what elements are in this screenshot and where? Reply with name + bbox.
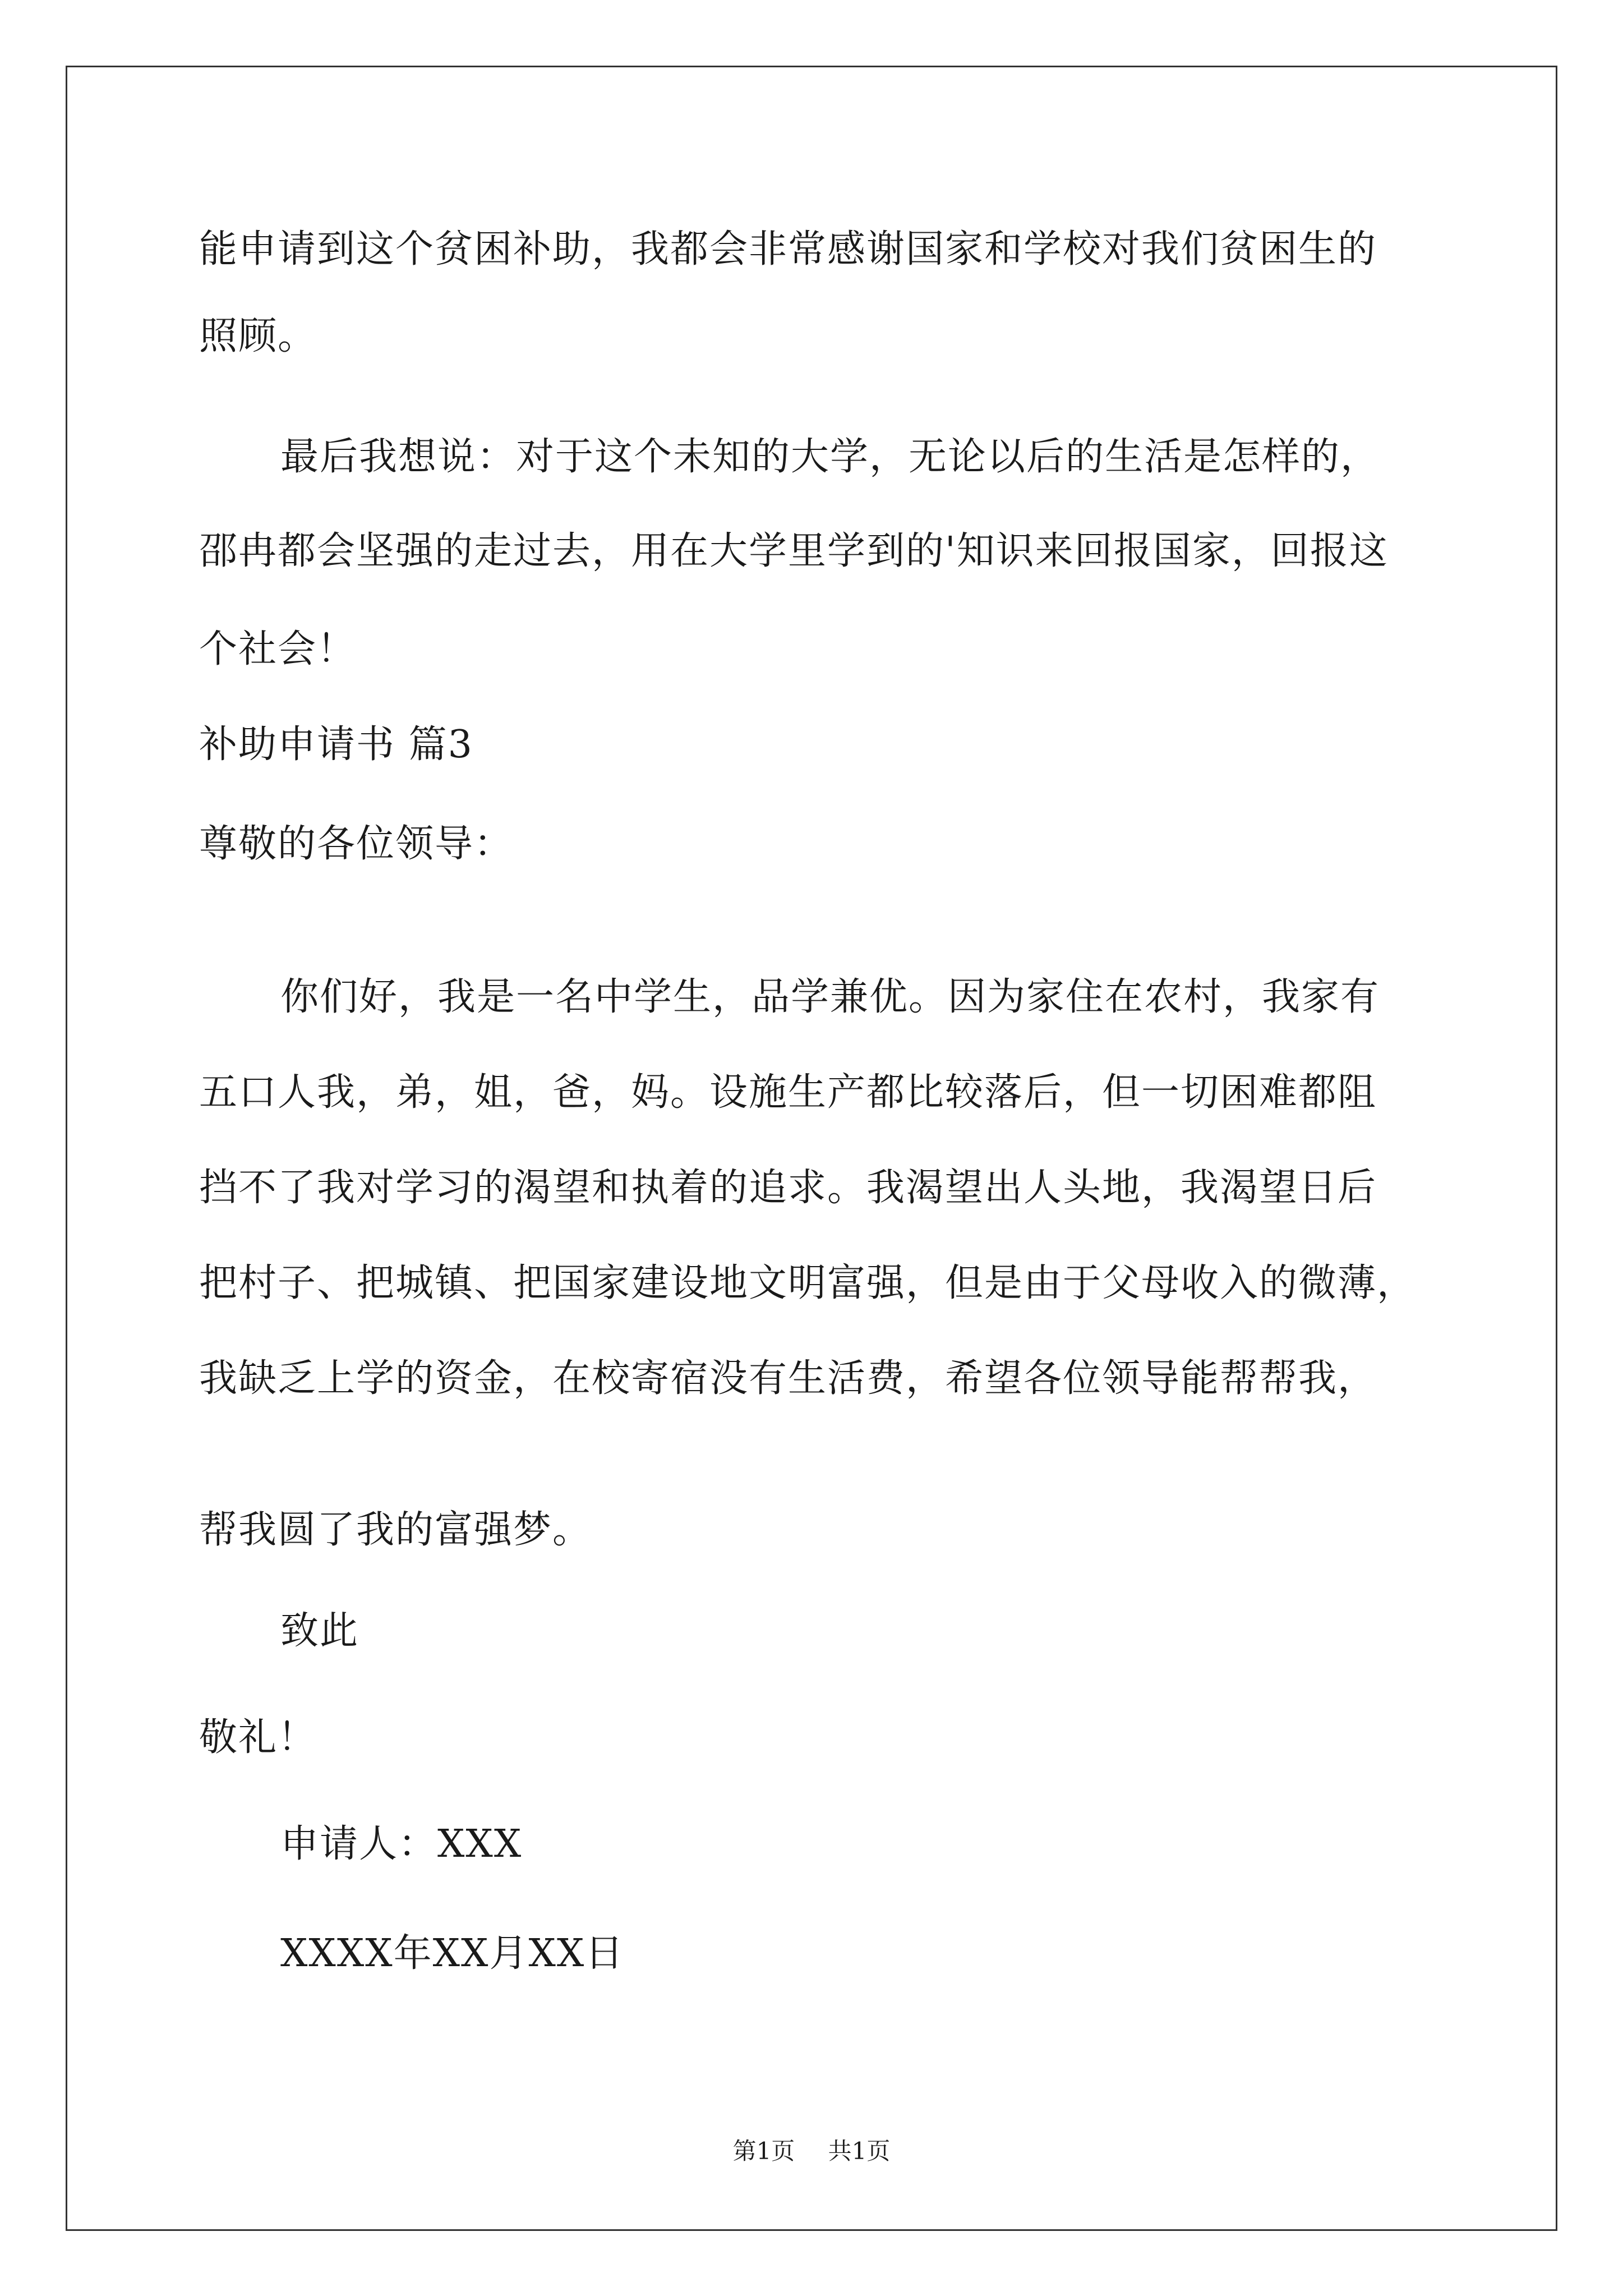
text-line-2: 照顾。: [199, 314, 317, 358]
salutation: 尊敬的各位领导：: [199, 822, 514, 866]
text-line-5: 个社会！: [199, 627, 357, 671]
regards-line: 敬礼！: [199, 1715, 317, 1760]
page-number-current: 第1页: [732, 2137, 795, 2165]
text-line-6: 你们好，我是一名中学生，品学兼优。因为家住在农村，我家有: [280, 975, 1380, 1019]
text-line-10: 我缺乏上学的资金，在校寄宿没有生活费，希望各位领导能帮帮我，: [199, 1356, 1377, 1401]
closing-line: 致此: [280, 1609, 359, 1653]
section-heading: 补助申请书 篇3: [199, 723, 473, 767]
applicant-line: 申请人：XXX: [280, 1822, 523, 1866]
text-line-3: 最后我想说：对于这个未知的大学，无论以后的生活是怎样的，: [280, 435, 1380, 479]
text-line-1: 能申请到这个贫困补助，我都会非常感谢国家和学校对我们贫困生的: [199, 227, 1377, 272]
text-line-4: 邵冉都会坚强的走过去，用在大学里学到的'知识来回报国家，回报这: [199, 529, 1389, 573]
text-line-7: 五口人我，弟，姐，爸，妈。设施生产都比较落后，但一切困难都阻: [199, 1070, 1377, 1115]
text-line-8: 挡不了我对学习的渴望和执着的追求。我渴望出人头地，我渴望日后: [199, 1166, 1377, 1210]
text-line-9: 把村子、把城镇、把国家建设地文明富强，但是由于父母收入的微薄，: [199, 1261, 1417, 1305]
date-line: XXXX年XX月XX日: [280, 1931, 625, 1976]
page-border: [66, 66, 1557, 2231]
page-footer: [0, 2137, 1623, 2165]
page-number-total: 共1页: [828, 2137, 891, 2165]
text-line-11: 帮我圆了我的富强梦。: [199, 1508, 592, 1552]
